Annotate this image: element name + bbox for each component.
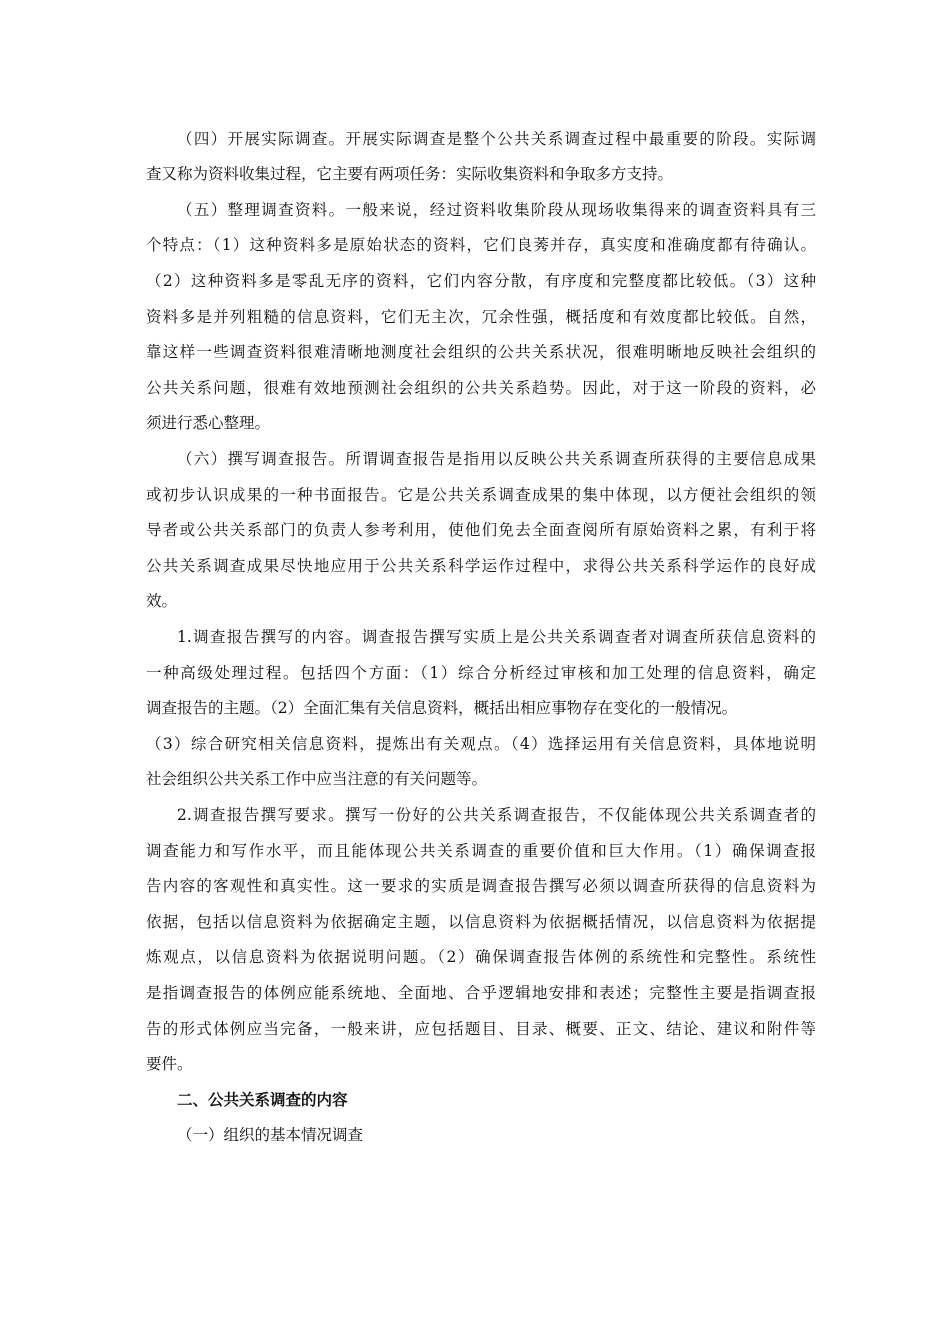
text-line: 2.调查报告撰写要求。撰写一份好的公共关系调查报告，不仅能体现公共关系调查者的 bbox=[177, 806, 816, 824]
text-line: 一种高级处理过程。包括四个方面：（1）综合分析经过审核和加工处理的信息资料，确定 bbox=[146, 664, 816, 682]
text-line: 个特点：（1）这种资料多是原始状态的资料，它们良莠并存，真实度和准确度都有待确认。 bbox=[146, 236, 816, 254]
subsection-heading: （一）组织的基本情况调查 bbox=[177, 1126, 364, 1144]
text-line: 告内容的客观性和真实性。这一要求的实质是调查报告撰写必须以调查所获得的信息资料为 bbox=[146, 877, 816, 895]
text-line: 是指调查报告的体例应能系统地、全面地、合乎逻辑地安排和表述；完整性主要是指调查报 bbox=[146, 984, 816, 1002]
text-line: 须进行悉心整理。 bbox=[146, 414, 271, 432]
text-line: 导者或公共关系部门的负责人参考利用，使他们免去全面查阅所有原始资料之累，有利于将 bbox=[146, 521, 816, 539]
text-line: 效。 bbox=[146, 592, 178, 610]
text-line: 靠这样一些调查资料很难清晰地测度社会组织的公共关系状况，很难明晰地反映社会组织的 bbox=[146, 343, 816, 361]
text-line: （六）撰写调查报告。所谓调查报告是指用以反映公共关系调查所获得的主要信息成果 bbox=[177, 450, 816, 468]
text-line: 资料多是并列粗糙的信息资料，它们无主次，冗余性强，概括度和有效度都比较低。自然， bbox=[146, 308, 816, 326]
text-line: 炼观点，以信息资料为依据说明问题。（2）确保调查报告体例的系统性和完整性。系统性 bbox=[146, 948, 816, 966]
text-line: 或初步认识成果的一种书面报告。它是公共关系调查成果的集中体现，以方便社会组织的领 bbox=[146, 486, 816, 504]
text-line: 公共关系问题，很难有效地预测社会组织的公共关系趋势。因此，对于这一阶段的资料，必 bbox=[146, 379, 816, 397]
text-line: 查又称为资料收集过程，它主要有两项任务：实际收集资料和争取多方支持。 bbox=[146, 165, 674, 183]
text-line: 要件。 bbox=[146, 1055, 193, 1073]
text-line: （四）开展实际调查。开展实际调查是整个公共关系调查过程中最重要的阶段。实际调 bbox=[177, 130, 816, 148]
text-line: 1.调查报告撰写的内容。调查报告撰写实质上是公共关系调查者对调查所获信息资料的 bbox=[177, 628, 816, 646]
text-line: 社会组织公共关系工作中应当注意的有关问题等。 bbox=[146, 770, 488, 788]
text-line: 调查能力和写作水平，而且能体现公共关系调查的重要价值和巨大作用。（1）确保调查报 bbox=[146, 842, 816, 860]
text-line: 告的形式体例应当完备，一般来讲，应包括题目、目录、概要、正文、结论、建议和附件等 bbox=[146, 1020, 816, 1038]
text-line: （五）整理调查资料。一般来说，经过资料收集阶段从现场收集得来的调查资料具有三 bbox=[177, 201, 816, 219]
text-line: 依据，包括以信息资料为依据确定主题，以信息资料为依据概括情况，以信息资料为依据提 bbox=[146, 913, 816, 931]
text-line: （3）综合研究相关信息资料，提炼出有关观点。（4）选择运用有关信息资料，具体地说明 bbox=[146, 735, 816, 753]
text-line: 公共关系调查成果尽快地应用于公共关系科学运作过程中，求得公共关系科学运作的良好成 bbox=[146, 557, 816, 575]
section-heading: 二、公共关系调查的内容 bbox=[177, 1091, 348, 1109]
text-line: 调查报告的主题。（2）全面汇集有关信息资料，概括出相应事物存在变化的一般情况。 bbox=[146, 699, 738, 717]
text-line: （2）这种资料多是零乱无序的资料，它们内容分散，有序度和完整度都比较低。（3）这种 bbox=[146, 272, 816, 290]
